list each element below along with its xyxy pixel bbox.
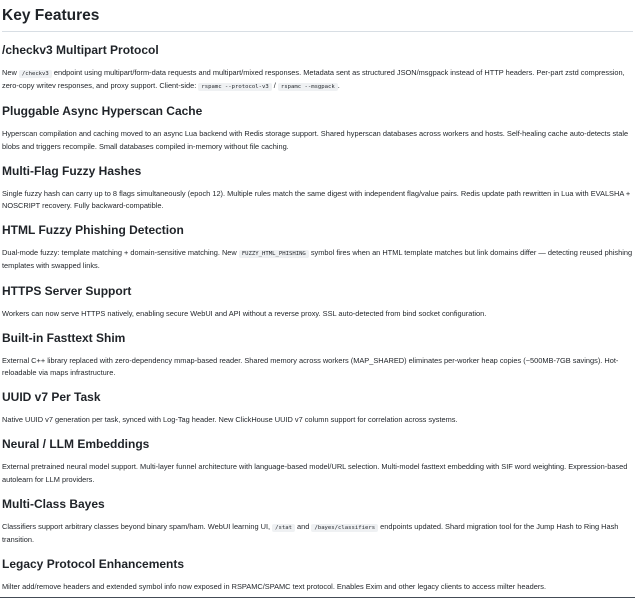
feature-heading: UUID v7 Per Task [2, 390, 101, 405]
text-span: endpoints updated. Shard migration tool for the Jump Hash to Ring Hash transition. [2, 521, 619, 545]
feature-description [2, 67, 633, 93]
feature-description [2, 247, 633, 272]
feature-heading: Neural / LLM Embeddings [2, 437, 150, 452]
feature-heading: /checkv3 Multipart Protocol [2, 43, 159, 57]
inline-code: rspamc --msgpack [278, 83, 338, 91]
feature-heading: HTML Fuzzy Phishing Detection [2, 223, 184, 238]
feature-description [2, 308, 633, 320]
inline-code: /bayes/classifiers [311, 524, 378, 532]
text-span: . [337, 81, 340, 91]
feature-section [2, 104, 633, 152]
feature-heading: Pluggable Async Hyperscan Cache [2, 104, 203, 119]
feature-section [2, 497, 633, 546]
feature-section [2, 557, 633, 593]
feature-section [2, 284, 633, 320]
inline-code: rspamc --protocol-v3 [198, 83, 271, 91]
text-span: External C++ library replaced with zero-dependency mmap-based reader. Shared memory across workers (MAP_SHARED) eliminates per-worker heap copies (~500MB-7GB savings). Hot-reloadable via maps infrastructure. [2, 355, 619, 378]
feature-description [2, 581, 633, 593]
text-span: Hyperscan compilation and caching moved to an async Lua backend with Redis storage support. Shared hyperscan databases across workers and hosts. Self-healing cache auto-detects stale blobs and triggers recompile. Small databases compiled in-memory without file caching. [2, 129, 629, 151]
text-span: Workers can now serve HTTPS natively, enabling secure WebUI and API without a reverse proxy. SSL auto-detected from bind socket configuration. [2, 308, 487, 318]
feature-section [2, 390, 633, 426]
inline-code: /stat [272, 524, 295, 532]
page-title: Key Features [2, 6, 633, 32]
feature-list [2, 43, 633, 593]
feature-section [2, 223, 633, 272]
feature-description [2, 461, 633, 485]
feature-heading: Multi-Class Bayes [2, 496, 105, 511]
feature-section [2, 43, 633, 93]
feature-heading: Legacy Protocol Enhancements [2, 557, 185, 572]
feature-heading: Built-in Fasttext Shim [2, 330, 126, 345]
text-span: Dual-mode fuzzy: template matching + domain-sensitive matching. New [2, 248, 239, 258]
text-span: Native UUID v7 generation per task, synced with Log-Tag header. New ClickHouse UUID v7 column support for correlation across systems. [2, 415, 458, 425]
inline-code: FUZZY_HTML_PHISHING [239, 250, 309, 258]
feature-section [2, 331, 633, 379]
feature-description [2, 414, 633, 426]
feature-description [2, 188, 633, 212]
text-span: Milter add/remove headers and extended symbol info now exposed in RSPAMC/SPAMC text protocol. Enables Exim and other legacy clients to access milter headers. [2, 582, 547, 592]
feature-heading: HTTPS Server Support [2, 283, 132, 298]
text-span: External pretrained neural model support. Multi-layer funnel architecture with language-based model/URL selection. Multi-model fasttext embedding with SIF word weighting. Expression-based autolearn for LLM providers. [2, 462, 628, 484]
text-span: New [2, 68, 19, 77]
text-span: endpoint using multipart/form-data requests and multipart/mixed responses. Metadata sent as structured JSON/msgpack instead of HTTP headers. Per-part zstd compression, zero-copy writev responses, and proxy support. Client-side: [2, 68, 625, 91]
feature-heading: Multi-Flag Fuzzy Hashes [2, 163, 142, 178]
feature-section [2, 437, 633, 485]
bottom-divider [0, 597, 635, 598]
feature-section [2, 164, 633, 212]
text-span: and [295, 521, 312, 531]
text-span: symbol fires when an HTML template matches but link domains differ — detecting reused phishing templates with swapped links. [2, 248, 633, 271]
inline-code: /checkv3 [19, 70, 52, 78]
text-span: / [271, 81, 278, 91]
text-span: Classifiers support arbitrary classes beyond binary spam/ham. WebUI learning UI, [2, 521, 273, 531]
feature-description [2, 355, 633, 379]
text-span: Single fuzzy hash can carry up to 8 flags simultaneously (epoch 12). Multiple rules match the same digest with independent flag/value pairs. Redis update path rewritten in Lua with EVALSHA + NOSCRIPT recovery. Fully backward-compatible. [2, 188, 631, 211]
feature-description [2, 521, 633, 546]
feature-description [2, 128, 633, 152]
